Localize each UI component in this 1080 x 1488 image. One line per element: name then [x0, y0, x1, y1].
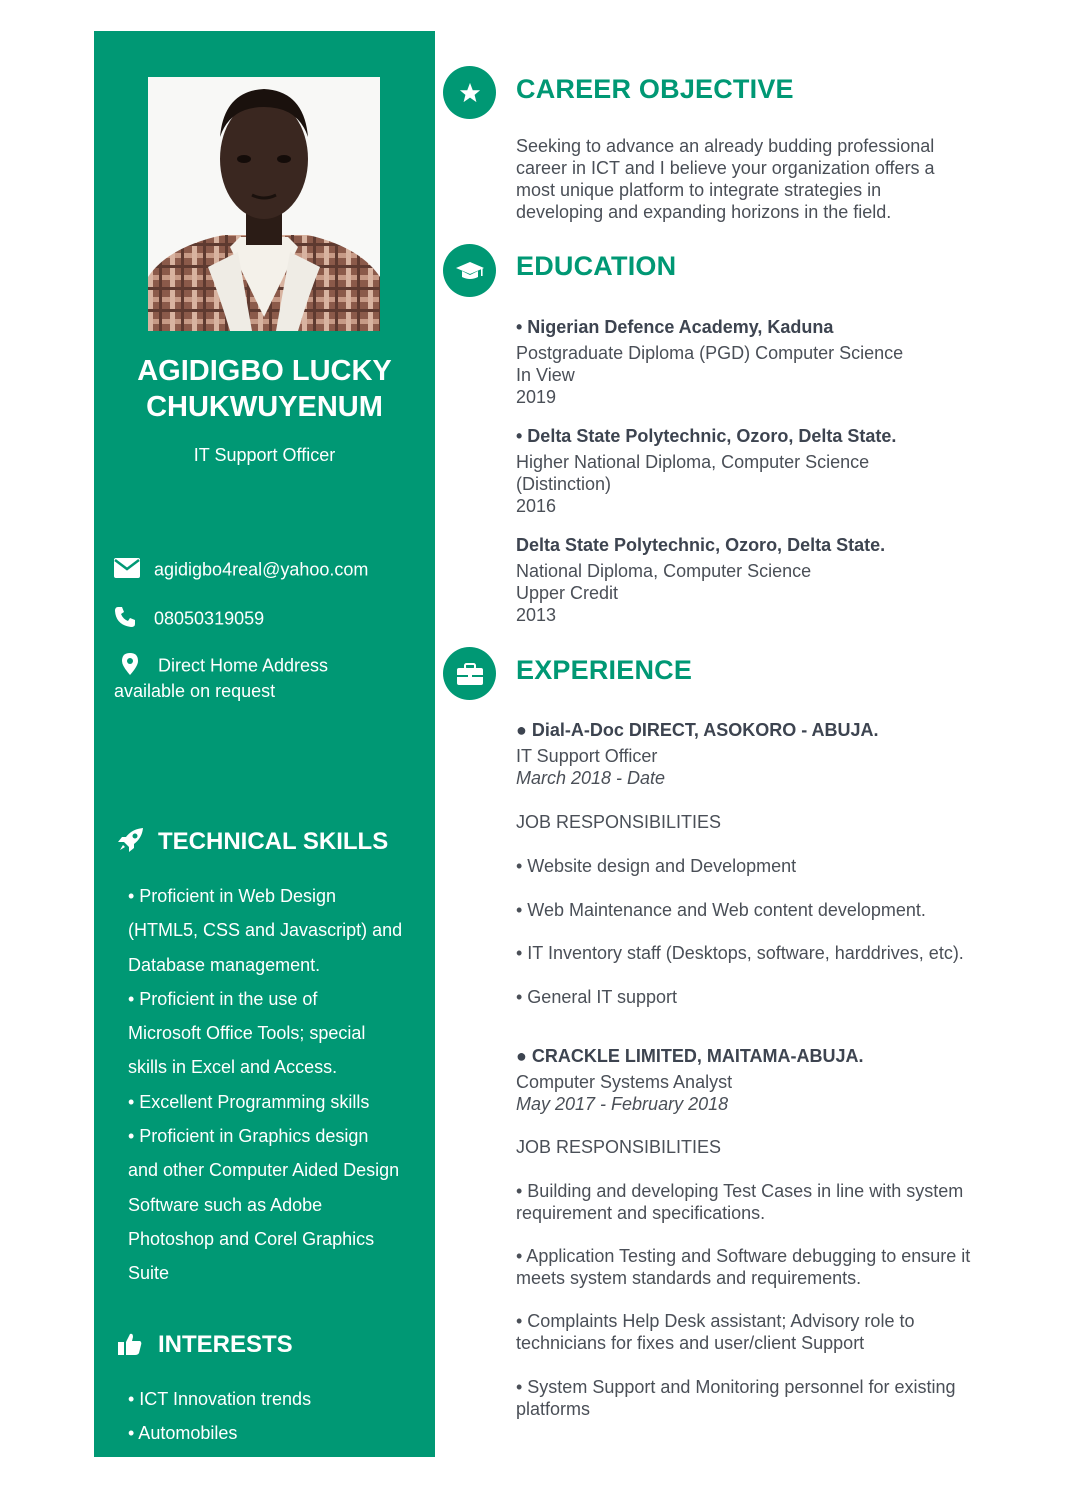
technical-skills-title: TECHNICAL SKILLS	[158, 828, 389, 855]
education-note: (Distinction)	[516, 474, 612, 494]
career-objective-heading: CAREER OBJECTIVE	[516, 74, 794, 104]
education-entry	[516, 534, 1016, 626]
education-school: • Delta State Polytechnic, Ozoro, Delta State.	[516, 426, 897, 446]
objective-line: career in ICT and I believe your organization offers a	[516, 158, 935, 178]
experience-heading: EXPERIENCE	[516, 655, 693, 685]
candidate-title: IT Support Officer	[193, 445, 336, 465]
email-text[interactable]: agidigbo4real@yahoo.com	[154, 559, 369, 580]
sidebar	[94, 31, 435, 1457]
job-responsibilities-heading: JOB RESPONSIBILITIES	[516, 1137, 722, 1157]
skill-line: • Proficient in Graphics design	[128, 1126, 369, 1147]
interests-heading	[118, 1331, 293, 1362]
map-marker-icon	[114, 653, 158, 680]
contact-phone	[114, 606, 264, 633]
education-school: Delta State Polytechnic, Ozoro, Delta State.	[516, 535, 886, 555]
contact-address	[114, 653, 414, 702]
job-role: Computer Systems Analyst	[516, 1072, 733, 1092]
job-responsibility: • Application Testing and Software debugging to ensure it meets system standards and requirements.	[516, 1246, 971, 1288]
education-note: Upper Credit	[516, 583, 619, 603]
education-note: In View	[516, 365, 575, 385]
phone-text[interactable]: 08050319059	[154, 608, 265, 629]
address-line2: available on request	[114, 681, 276, 701]
education-year: 2016	[516, 496, 557, 516]
job-responsibility: • Website design and Development	[516, 856, 797, 876]
education-entry	[516, 425, 1016, 517]
interests-list	[128, 1382, 428, 1451]
job-responsibility: • Building and developing Test Cases in line with system requirement and specifications.	[516, 1181, 964, 1223]
education-school: • Nigerian Defence Academy, Kaduna	[516, 317, 834, 337]
skill-line: Microsoft Office Tools; special	[128, 1023, 366, 1044]
profile-photo	[148, 77, 380, 331]
technical-skills-heading	[118, 828, 388, 859]
skill-line: Software such as Adobe	[128, 1194, 323, 1215]
objective-line: Seeking to advance an already budding professional	[516, 136, 935, 156]
skill-line: Photoshop and Corel Graphics	[128, 1228, 375, 1249]
job-responsibility: • General IT support	[516, 987, 678, 1007]
address-line1: Direct Home Address	[158, 655, 329, 676]
job-period: May 2017 - February 2018	[516, 1094, 729, 1114]
job-entry	[516, 1045, 1016, 1115]
objective-line: developing and expanding horizons in the field.	[516, 202, 892, 222]
job-responsibilities-heading: JOB RESPONSIBILITIES	[516, 812, 722, 832]
envelope-icon	[114, 558, 154, 583]
contact-email	[114, 558, 368, 583]
skill-line: Suite	[128, 1263, 170, 1284]
education-qualification: Higher National Diploma, Computer Science	[516, 452, 870, 472]
graduation-cap-icon	[443, 244, 496, 297]
interests-title: INTERESTS	[158, 1331, 293, 1358]
skill-line: Database management.	[128, 954, 321, 975]
candidate-name-line2: CHUKWUYENUM	[146, 391, 383, 423]
education-year: 2019	[516, 387, 557, 407]
objective-line: most unique platform to integrate strategies in	[516, 180, 882, 200]
career-objective-text	[516, 135, 996, 223]
phone-icon	[114, 606, 154, 633]
skill-line: (HTML5, CSS and Javascript) and	[128, 920, 403, 941]
education-entry	[516, 316, 1016, 408]
candidate-name	[94, 353, 435, 425]
briefcase-icon	[443, 647, 496, 700]
education-qualification: National Diploma, Computer Science	[516, 561, 812, 581]
skill-line: • Proficient in Web Design	[128, 886, 337, 906]
job-responsibility: • Complaints Help Desk assistant; Advisory role to technicians for fixes and user/client Support	[516, 1311, 915, 1353]
job-company: ● CRACKLE LIMITED, MAITAMA-ABUJA.	[516, 1046, 864, 1066]
skill-line: • Excellent Programming skills	[128, 1091, 370, 1112]
star-icon	[443, 66, 496, 119]
interest-item: • ICT Innovation trends	[128, 1389, 312, 1409]
technical-skills-list	[128, 879, 428, 1291]
job-entry	[516, 719, 1016, 789]
skill-line: and other Computer Aided Design	[128, 1160, 400, 1181]
job-period: March 2018 - Date	[516, 768, 666, 788]
skill-line: • Proficient in the use of	[128, 988, 318, 1009]
job-responsibility: • IT Inventory staff (Desktops, software, harddrives, etc).	[516, 943, 964, 963]
rocket-icon	[118, 828, 158, 859]
job-role: IT Support Officer	[516, 746, 658, 766]
education-heading: EDUCATION	[516, 251, 677, 281]
thumbs-up-icon	[118, 1333, 158, 1362]
job-company: ● Dial-A-Doc DIRECT, ASOKORO - ABUJA.	[516, 720, 879, 740]
job-responsibility: • Web Maintenance and Web content development.	[516, 900, 926, 920]
skill-line: skills in Excel and Access.	[128, 1057, 338, 1078]
education-qualification: Postgraduate Diploma (PGD) Computer Science	[516, 343, 904, 363]
candidate-name-line1: AGIDIGBO LUCKY	[137, 355, 392, 387]
job-responsibility: • System Support and Monitoring personnel for existing platforms	[516, 1377, 956, 1419]
main-content	[443, 0, 1043, 1488]
education-year: 2013	[516, 605, 557, 625]
interest-item: • Automobiles	[128, 1423, 238, 1444]
